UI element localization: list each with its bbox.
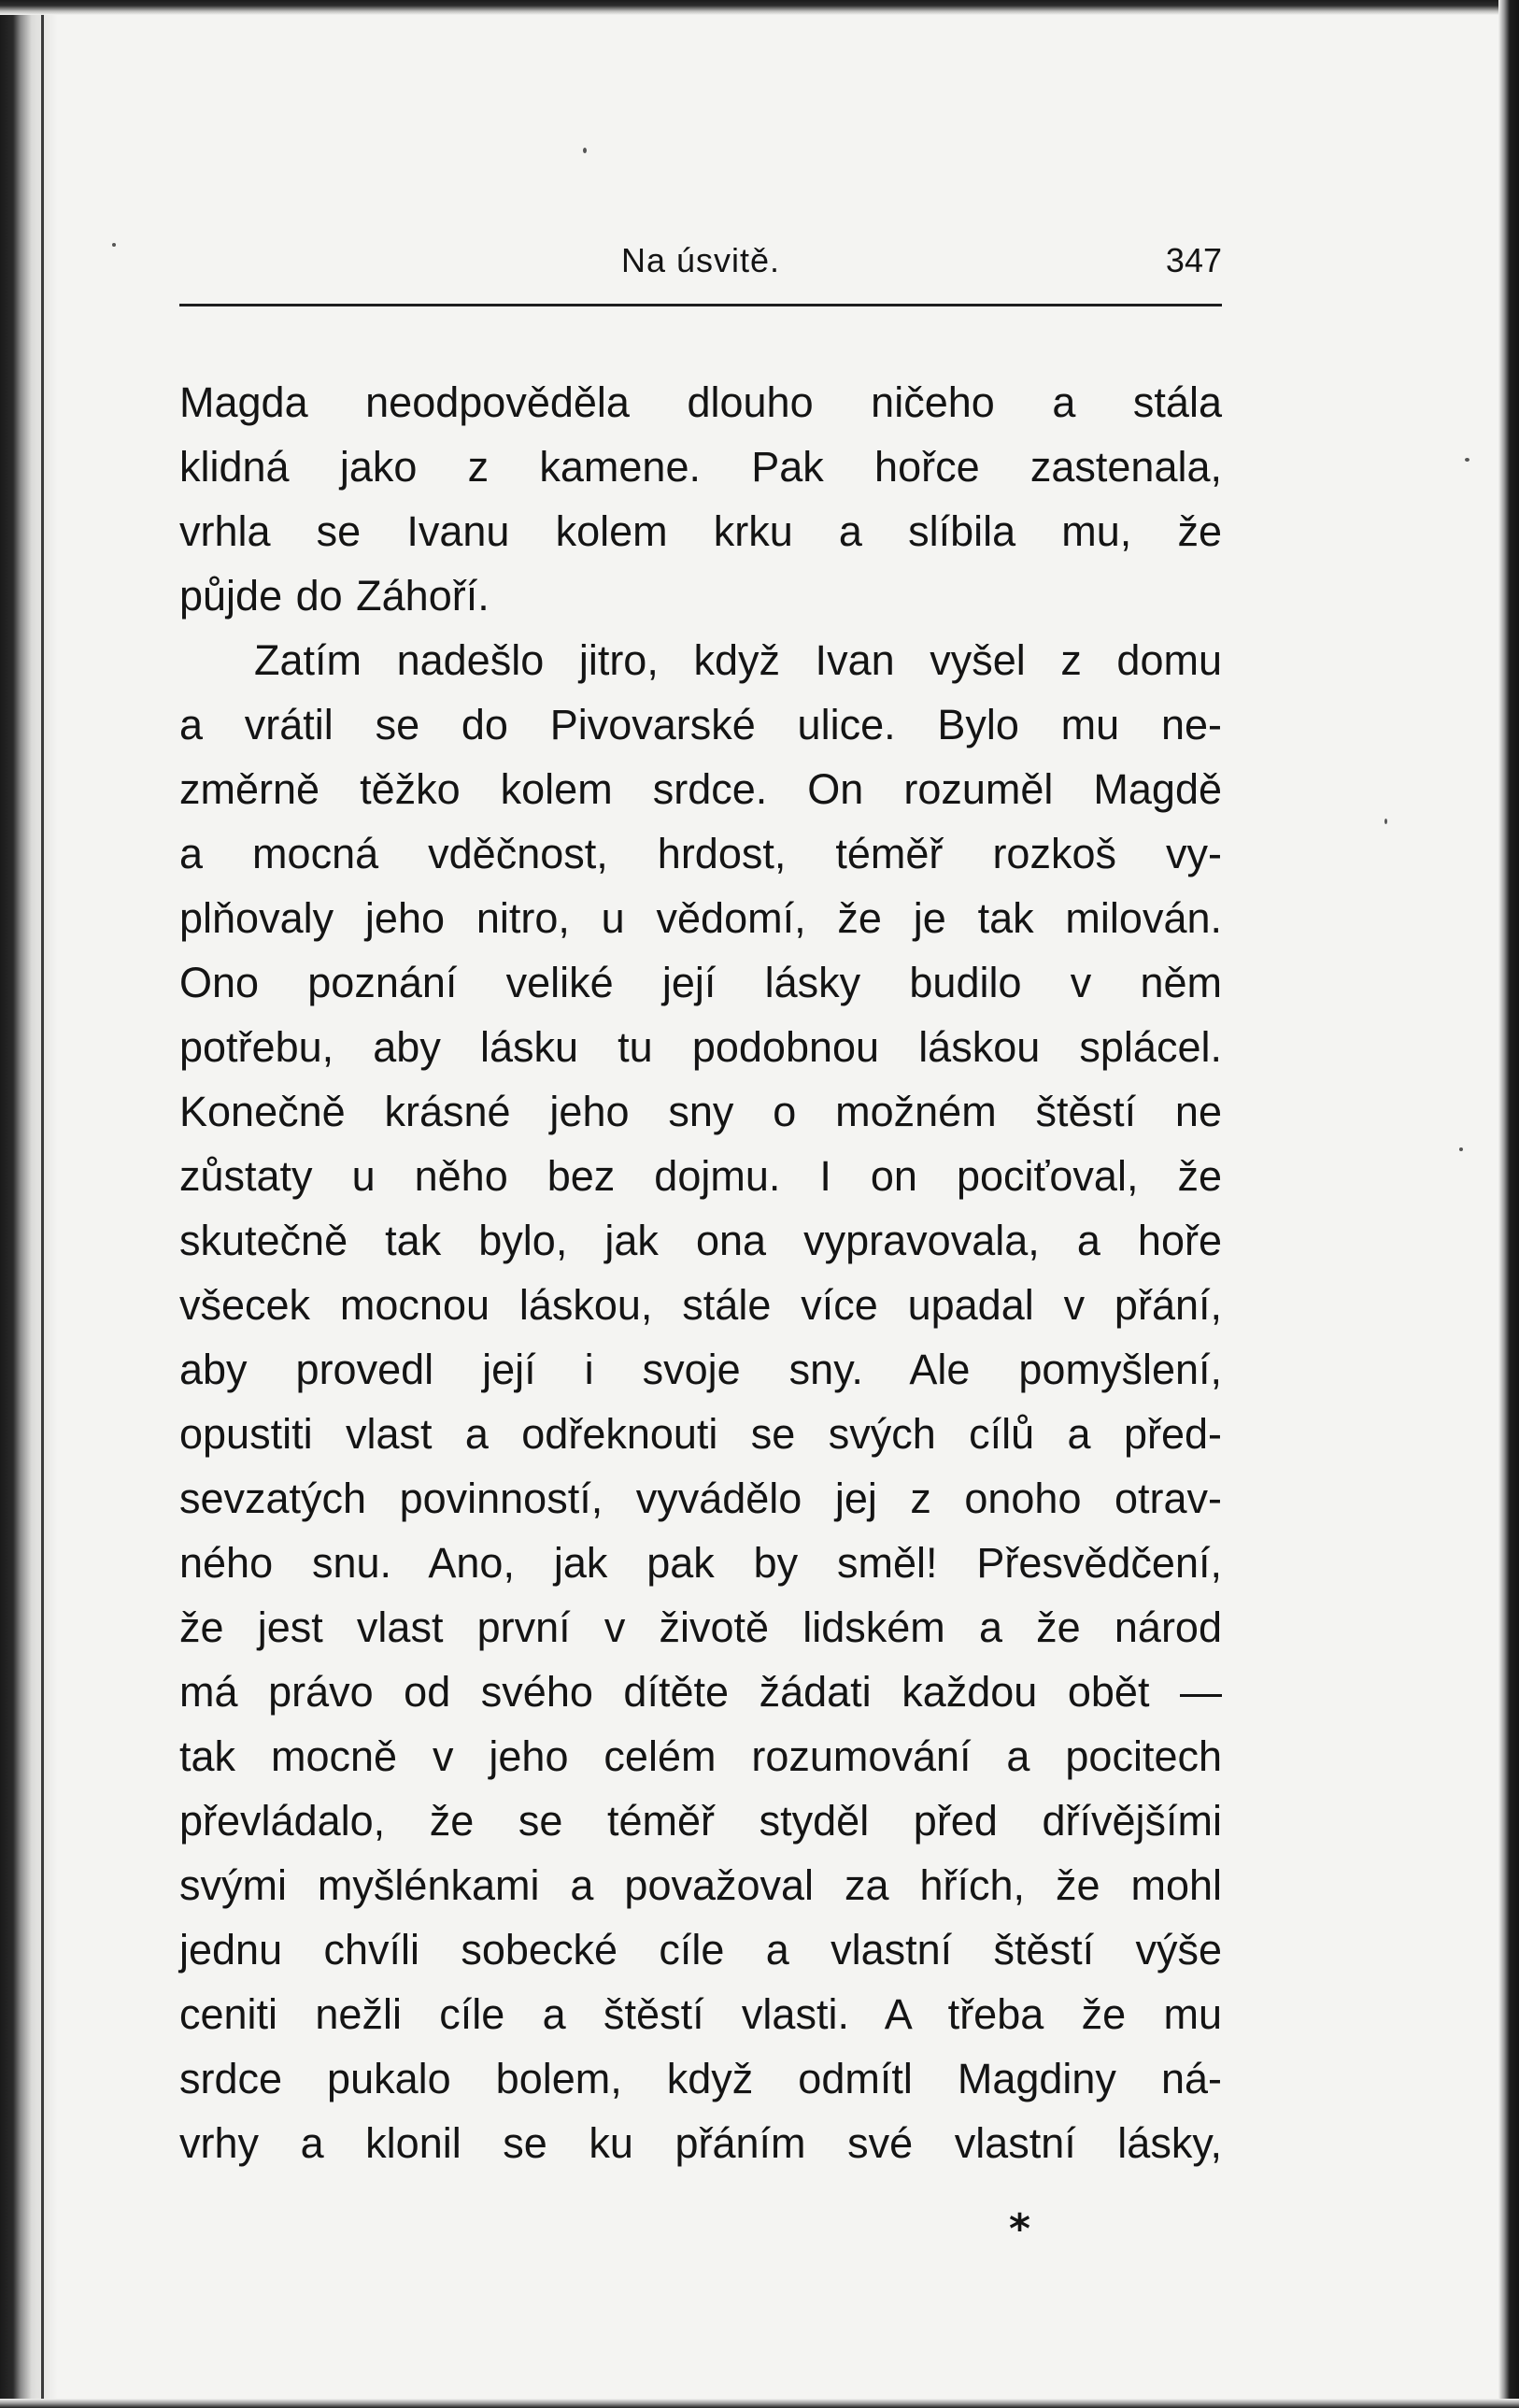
text-line: Konečně krásné jeho sny o možném štěstí ne: [179, 1088, 1222, 1135]
text-line: převládalo, že se téměř styděl před dřívějšími: [179, 1797, 1222, 1845]
text-line: opustiti vlast a odřeknouti se svých cílů a před-: [179, 1410, 1222, 1458]
text-line: plňovaly jeho nitro, u vědomí, že je tak milován.: [179, 894, 1222, 942]
text-line: tak mocně v jeho celém rozumování a pocitech: [179, 1732, 1222, 1780]
text-line: a vrátil se do Pivovarské ulice. Bylo mu ne-: [179, 701, 1222, 748]
paper-speck: [583, 148, 587, 153]
paper-speck: [112, 243, 116, 247]
text-line: a mocná vděčnost, hrdost, téměř rozkoš vy-: [179, 830, 1222, 877]
text-line: potřebu, aby lásku tu podobnou láskou splácel.: [179, 1023, 1222, 1071]
text-line: Ono poznání veliké její lásky budilo v něm: [179, 959, 1222, 1006]
text-line: svými myšlénkami a považoval za hřích, že mohl: [179, 1861, 1222, 1909]
running-title: Na úsvitě.: [620, 241, 781, 279]
header-rule: [179, 304, 1222, 306]
text-line: jednu chvíli sobecké cíle a vlastní štěstí výše: [179, 1926, 1222, 1973]
text-line: skutečně tak bylo, jak ona vypravovala, a hoře: [179, 1217, 1222, 1264]
text-line: aby provedl její i svoje sny. Ale pomyšlení,: [179, 1346, 1222, 1393]
text-line: má právo od svého dítěte žádati každou obět —: [179, 1668, 1222, 1716]
text-line: půjde do Záhoří.: [179, 572, 490, 620]
paper-speck: [1384, 819, 1387, 824]
text-line: sevzatých povinností, vyvádělo jej z onoho otrav-: [179, 1475, 1222, 1522]
text-line: vrhla se Ivanu kolem krku a slíbila mu, že: [179, 507, 1222, 555]
page-header: [179, 234, 1222, 290]
page-bottom-edge-shadow: [0, 2399, 1519, 2408]
paper-speck: [1459, 1147, 1463, 1151]
page-right-edge-shadow: [1498, 0, 1519, 2408]
text-line: všecek mocnou láskou, stále více upadal v přání,: [179, 1281, 1222, 1329]
signature-mark: *: [1009, 2205, 1031, 2253]
page-left-edge-shadow: [0, 0, 58, 2408]
text-line: Magda neodpověděla dlouho ničeho a stála: [179, 378, 1222, 426]
text-line: vrhy a klonil se ku přáním své vlastní lásky,: [179, 2119, 1222, 2167]
paper-speck: [1465, 458, 1469, 462]
page-top-edge-shadow: [0, 0, 1519, 15]
binding-line: [41, 0, 44, 2408]
text-line: že jest vlast první v životě lidském a že národ: [179, 1603, 1222, 1651]
text-line: Zatím nadešlo jitro, když Ivan vyšel z domu: [254, 636, 1222, 684]
text-line: srdce pukalo bolem, když odmítl Magdiny ná-: [179, 2055, 1222, 2102]
text-line: zůstaty u něho bez dojmu. I on pociťoval, že: [179, 1152, 1222, 1200]
text-line: změrně těžko kolem srdce. On rozuměl Magdě: [179, 765, 1222, 813]
text-line: ceniti nežli cíle a štěstí vlasti. A třeba že mu: [179, 1990, 1222, 2038]
text-line: klidná jako z kamene. Pak hořce zastenala,: [179, 443, 1222, 491]
page-number: 347: [1165, 241, 1222, 279]
text-line: ného snu. Ano, jak pak by směl! Přesvědčení,: [179, 1539, 1222, 1587]
body-text: [179, 370, 1222, 2175]
